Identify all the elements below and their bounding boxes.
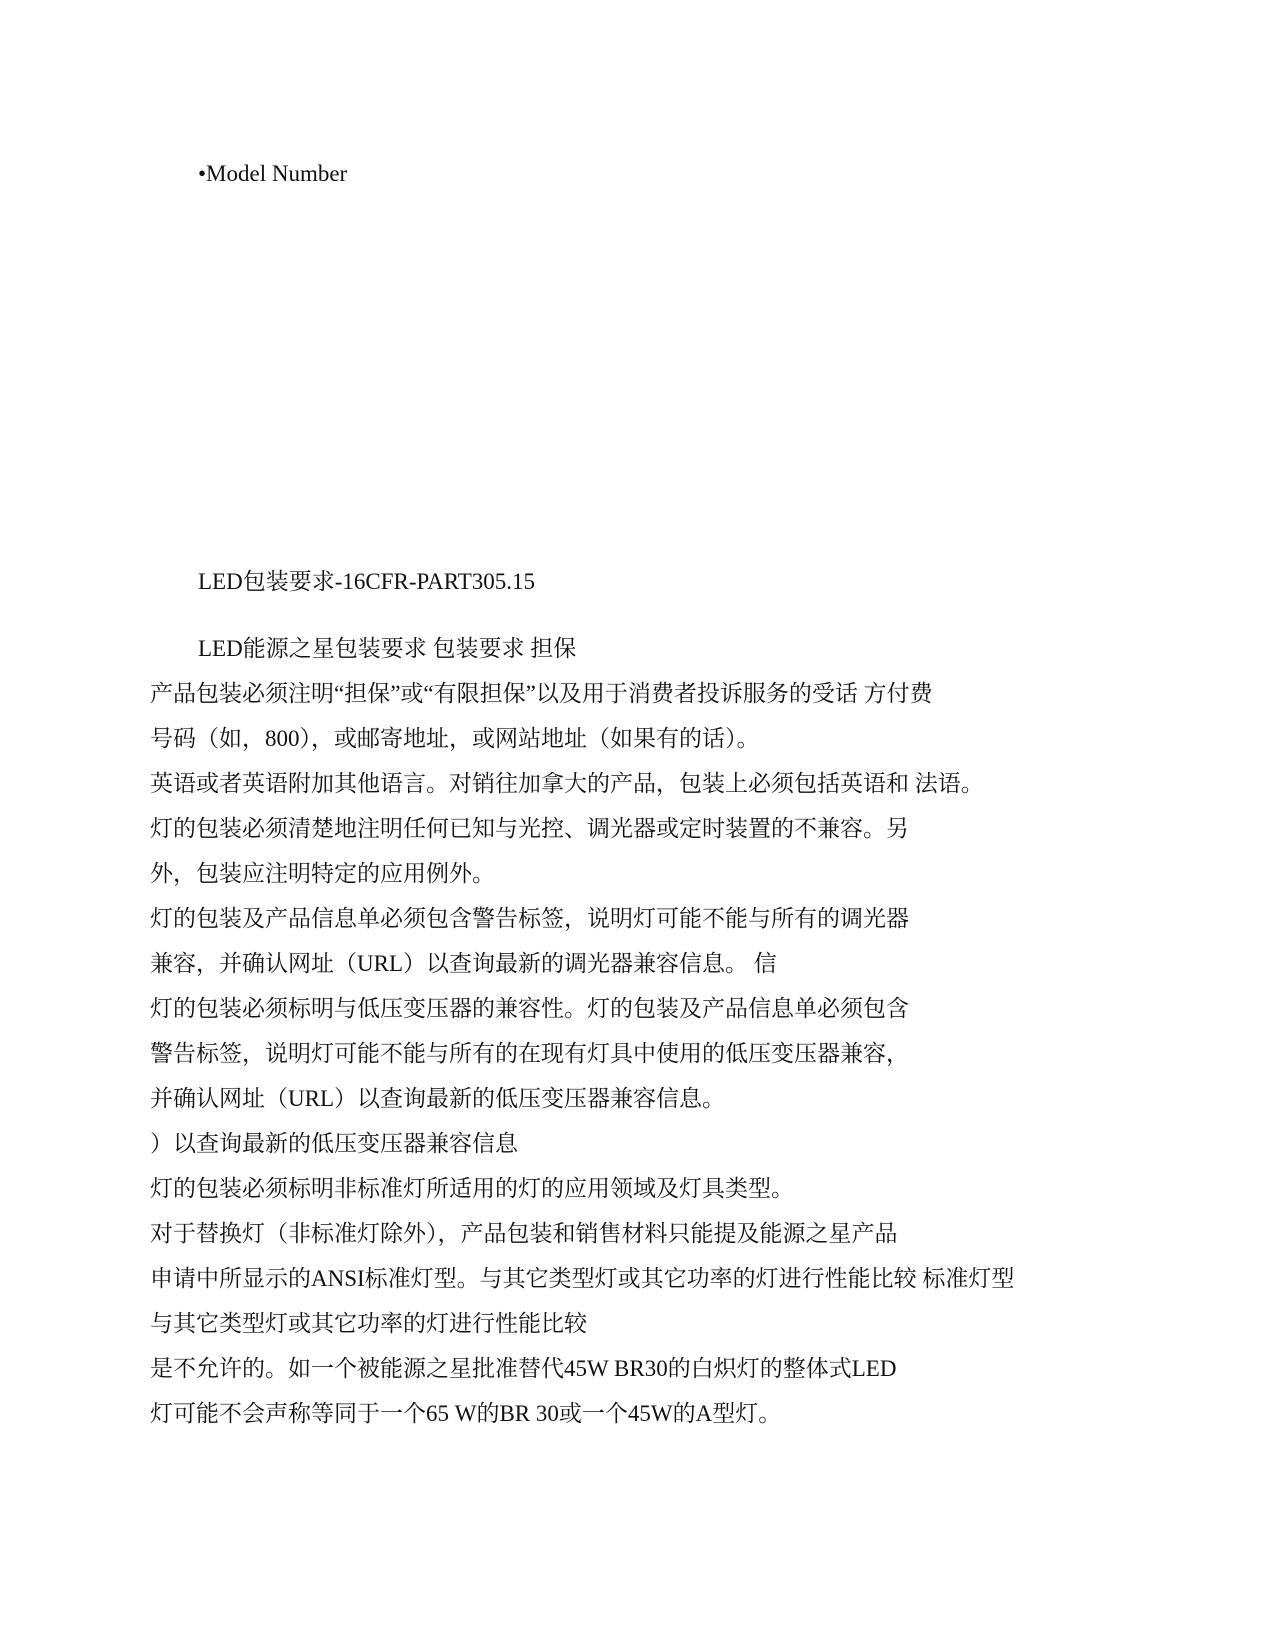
paragraph-line: 灯的包装必须标明与低压变压器的兼容性。灯的包装及产品信息单必须包含 bbox=[150, 996, 909, 1021]
paragraph-line: 外，包装应注明特定的应用例外。 bbox=[150, 861, 495, 886]
paragraph-line: 英语或者英语附加其他语言。对销往加拿大的产品，包装上必须包括英语和 法语。 bbox=[150, 771, 984, 796]
paragraph-line: 灯的包装必须标明非标准灯所适用的灯的应用领域及灯具类型。 bbox=[150, 1176, 794, 1201]
paragraph-line: 号码（如，800），或邮寄地址，或网站地址（如果有的话）。 bbox=[150, 726, 760, 751]
paragraph-line: 对于替换灯（非标准灯除外），产品包装和销售材料只能提及能源之星产品 bbox=[150, 1221, 898, 1246]
paragraph-line: 并确认网址（URL）以查询最新的低压变压器兼容信息。 bbox=[150, 1086, 725, 1111]
paragraph-line: 灯的包装必须清楚地注明任何已知与光控、调光器或定时装置的不兼容。另 bbox=[150, 816, 909, 841]
section-title: LED包装要求-16CFR-PART305.15 bbox=[198, 569, 536, 594]
paragraph-line: 灯可能不会声称等同于一个65 W的BR 30或一个45W的A型灯。 bbox=[150, 1401, 782, 1426]
paragraph-line: 申请中所显示的ANSI标准灯型。与其它类型灯或其它功率的灯进行性能比较 标准灯型 bbox=[150, 1266, 1015, 1291]
model-number-bullet: •Model Number bbox=[198, 161, 348, 186]
paragraph-line: 警告标签，说明灯可能不能与所有的在现有灯具中使用的低压变压器兼容， bbox=[150, 1041, 909, 1066]
paragraph-line: 灯的包装及产品信息单必须包含警告标签，说明灯可能不能与所有的调光器 bbox=[150, 906, 909, 931]
section-subtitle: LED能源之星包装要求 包装要求 担保 bbox=[198, 636, 577, 661]
paragraph-line: 是不允许的。如一个被能源之星批准替代45W BR30的白炽灯的整体式LED bbox=[150, 1356, 897, 1381]
paragraph-line: 与其它类型灯或其它功率的灯进行性能比较 bbox=[150, 1311, 587, 1336]
paragraph-line: ）以查询最新的低压变压器兼容信息 bbox=[150, 1131, 518, 1156]
paragraph-line: 产品包装必须注明“担保”或“有限担保”以及用于消费者投诉服务的受话 方付费 bbox=[150, 681, 933, 706]
paragraph-line: 兼容，并确认网址（URL）以查询最新的调光器兼容信息。 信 bbox=[150, 951, 777, 976]
